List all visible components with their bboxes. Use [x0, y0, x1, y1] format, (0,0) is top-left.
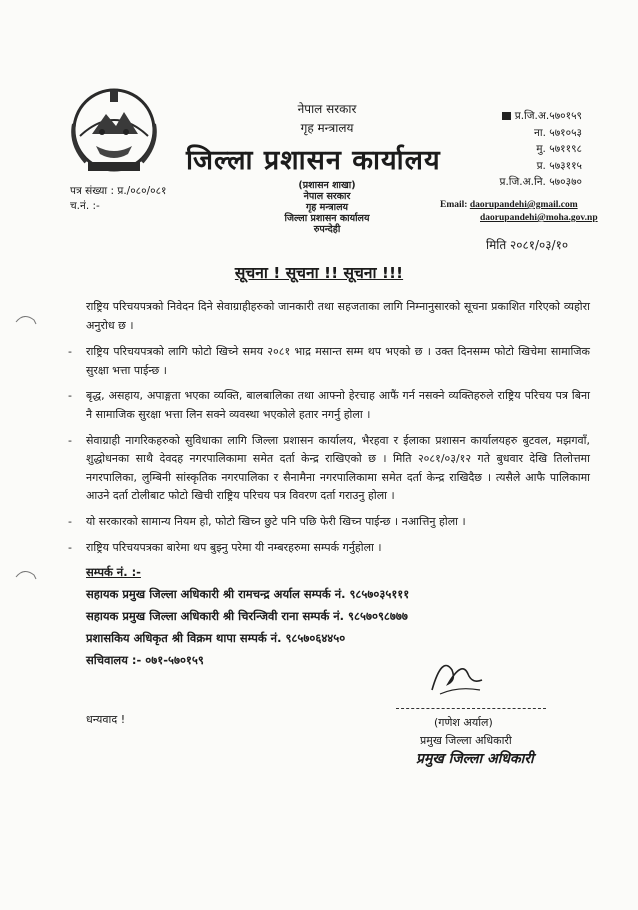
office-seal — [282, 180, 372, 235]
patra-sankhya: पत्र संख्या : प्र./०८०/०८१ — [70, 185, 167, 197]
signer-title: प्रमुख जिल्ला अधिकारी — [420, 734, 512, 747]
phone-line: ना. ५७१०५३ — [534, 126, 582, 139]
margin-mark-icon — [14, 567, 38, 581]
seal-line: रुपन्देही — [313, 224, 341, 235]
contact-title: सम्पर्क नं. :- — [86, 565, 141, 579]
signer-block — [416, 714, 534, 768]
contact-line: सचिवालय :- ०७१-५७०१५९ — [86, 653, 204, 667]
ministry-name: गृह मन्त्रालय — [300, 121, 354, 135]
seal-line: नेपाल सरकार — [303, 191, 351, 202]
email-secondary-link[interactable]: daorupandehi@moha.gov.np — [480, 213, 598, 223]
document-date: मिति २०८१/०३/१० — [486, 238, 569, 252]
email-block — [440, 199, 598, 225]
seal-line: जिल्ला प्रशासन कार्यालय — [284, 213, 370, 224]
office-title: जिल्ला प्रशासन कार्यालय — [186, 145, 441, 176]
nepal-emblem-icon — [66, 84, 162, 176]
seal-line: गृह मन्त्रालय — [305, 202, 349, 213]
notice-body — [86, 298, 590, 564]
margin-mark-icon — [14, 312, 38, 326]
seal-line: (प्रशासन शाखा) — [298, 180, 356, 191]
signature-line — [396, 708, 546, 709]
contact-line: सहायक प्रमुख जिल्ला अधिकारी श्री चिरन्जिवी राना सम्पर्क नं. ९८५७०९८७७७ — [86, 609, 408, 623]
chalani-number: च.नं. :- — [70, 200, 100, 212]
signer-name: (गणेश अर्याल) — [434, 716, 493, 729]
contact-line: सहायक प्रमुख जिल्ला अधिकारी श्री रामचन्द्र अर्याल सम्पर्क नं. ९८५७०३५१११ — [86, 587, 410, 601]
phone-line: मु. ५७११९८ — [536, 143, 582, 155]
phone-icon — [502, 112, 511, 120]
government-name: नेपाल सरकार — [297, 102, 357, 116]
email-primary-link[interactable]: daorupandehi@gmail.com — [469, 200, 578, 210]
government-header — [282, 100, 372, 138]
phone-line: प्र.जि.अ.५७०१५९ — [478, 108, 582, 125]
reference-block — [70, 184, 167, 214]
thanks-text: धन्यवाद ! — [86, 713, 126, 726]
email-label: Email: — [440, 200, 468, 210]
phone-line: प्र. ५७३११५ — [536, 159, 582, 172]
bullet-list — [86, 343, 590, 557]
contact-line: प्रशासकिय अधिकृत श्री विक्रम थापा सम्पर्क नं. ९८५७०६४४५० — [86, 631, 346, 645]
list-item: - यो सरकारको सामान्य नियम हो, फोटो खिच्न छुटे पनि पछि फेरी खिच्न पाईन्छ । नआत्तिनु होला । — [86, 513, 590, 532]
list-item: - बृद्ध, असहाय, अपाङ्गता भएका व्यक्ति, बालबालिका तथा आफ्नो हेरचाह आफैं गर्न नसक्ने व्यक्तिहरुले राष्ट्रिय परिचय पत्र बिना नै सामाजिक सुरक्षा भत्ता लिन सक्ने व्यवस्था भएकोले हतार नगर्नु होला । — [86, 387, 590, 424]
intro-paragraph: राष्ट्रिय परिचयपत्रको निवेदन दिने सेवाग्राहीहरुको जानकारी तथा सहजताका लागि निम्नानुसारको सूचना प्रकाशित गरिएको व्यहोरा अनुरोध छ । — [86, 300, 590, 332]
phone-line: प्र.जि.अ.नि. ५७०३७० — [499, 176, 582, 188]
list-item: - राष्ट्रिय परिचयपत्रको लागि फोटो खिच्ने समय २०८१ भाद्र मसान्त सम्म थप भएको छ । उक्त दिनसम्म फोटो खिचेमा सामाजिक सुरक्षा भत्ता पाईन्छ । — [86, 343, 590, 380]
signer-handwritten-title: प्रमुख जिल्ला अधिकारी — [416, 751, 534, 767]
contact-block — [86, 561, 409, 671]
phone-list — [478, 108, 582, 191]
notice-heading: सूचना ! सूचना !! सूचना !!! — [234, 264, 404, 282]
list-item: - राष्ट्रिय परिचयपत्रका बारेमा थप बुझ्नु परेमा यी नम्बरहरुमा सम्पर्क गर्नुहोला । — [86, 539, 590, 558]
signature-icon — [422, 650, 492, 700]
list-item: - सेवाग्राही नागरिकहरुको सुविधाका लागि जिल्ला प्रशासन कार्यालय, भैरहवा र ईलाका प्रशासन कार्यालयहरु बुटवल, मझगवाँ, शुद्धोधनका साथै देवदह नगरपालिकामा समेत दर्ता केन्द्र राखिएको छ । मिति २०८१/०३/१२ गते बुधवार देखि तिलोत्तमा नगरपालिका, लुम्बिनी सांस्कृतिक नगरपालिका र सैनामैना नगरपालिकामा समेत दर्ता केन्द्र राखिदैछ । त्यसैले आफै पालिकामा आउने दर्ता टोलीबाट फोटो खिची राष्ट्रिय परिचय पत्र विवरण दर्ता गराउनु होला । — [86, 432, 590, 506]
